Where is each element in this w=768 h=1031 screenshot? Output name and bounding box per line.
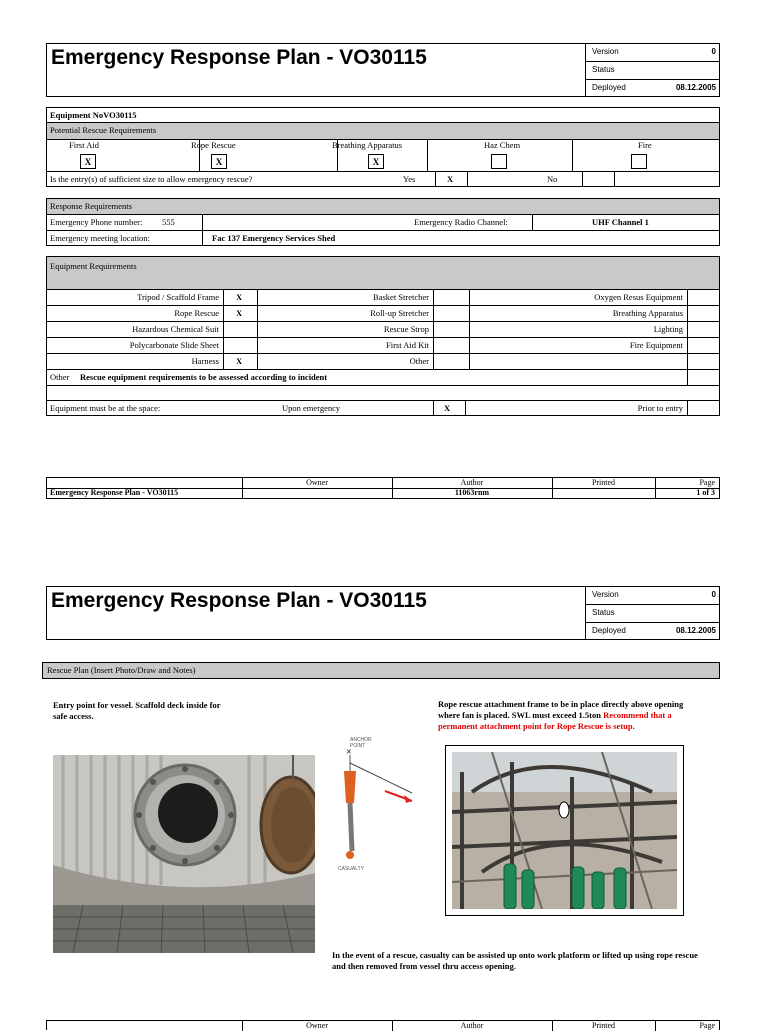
deployed-value: 08.12.2005 (675, 626, 716, 635)
equipment-requirements-section (46, 256, 720, 416)
equip-item-label: Basket Stretcher (373, 292, 429, 302)
yes-label: Yes (403, 174, 416, 184)
entry-point-note: Entry point for vessel. Scaffold deck inside for safe access. (53, 700, 221, 721)
phone-value: 555 (162, 217, 175, 227)
version-label: Version (592, 47, 619, 56)
rope-frame-photo (452, 752, 677, 909)
rescue-plan-header (42, 662, 720, 679)
page2-title: Emergency Response Plan - VO30115 (51, 589, 427, 612)
page1-meta-block (585, 43, 721, 97)
meeting-value: Fac 137 Emergency Services Shed (212, 233, 336, 243)
page1-footer (46, 477, 720, 499)
equip-item-label: First Aid Kit (386, 340, 429, 350)
rescue-plan-heading: Rescue Plan (Insert Photo/Draw and Notes) (47, 665, 196, 675)
casualty-label: CASUALTY (338, 866, 365, 872)
equipment-requirements-heading: Equipment Requirements (50, 261, 137, 271)
page1-title: Emergency Response Plan - VO30115 (51, 46, 427, 69)
at-space-label: Equipment must be at the space: (50, 403, 161, 413)
status-label: Status (592, 65, 615, 74)
equip-item-value[interactable]: X (236, 292, 243, 302)
version-value: 0 (711, 47, 716, 56)
deployed-row (586, 622, 720, 640)
version-row (586, 43, 720, 62)
response-section (46, 198, 720, 246)
equip-item-label: Other (409, 356, 429, 366)
footer-owner-label: Owner (306, 1021, 328, 1030)
footer-page-label: Page (699, 478, 715, 487)
status-label: Status (592, 608, 615, 617)
footer-author-label: Author (460, 1021, 484, 1030)
radio-label: Emergency Radio Channel: (414, 217, 508, 227)
other-value: Rescue equipment requirements to be assessed according to incident (80, 372, 328, 382)
footer-page-value: 1 of 3 (696, 488, 715, 497)
equipment-number: Equipment NoVO30115 (50, 110, 137, 120)
version-value: 0 (711, 590, 716, 599)
response-header (47, 199, 719, 215)
footer-author-label: Author (460, 478, 484, 487)
equip-item-label: Lighting (653, 324, 683, 334)
haz-chem-checkbox[interactable] (491, 154, 507, 169)
upon-emergency-label: Upon emergency (282, 403, 341, 413)
footer-printed-label: Printed (591, 1021, 616, 1030)
potential-rescue-header (47, 122, 719, 140)
equip-item-value[interactable]: X (236, 308, 243, 318)
prior-entry-label: Prior to entry (637, 403, 683, 413)
rope-rescue-label: Rope Rescue (191, 140, 236, 150)
footer-doc-name: Emergency Response Plan - VO30115 (50, 488, 179, 497)
rope-rescue-recommendation: Recommend that a permanent attachment point for Rope Rescue is setup. (438, 710, 672, 731)
entry-size-question: Is the entry(s) of sufficient size to allow emergency rescue? (50, 174, 253, 184)
equip-item-label: Tripod / Scaffold Frame (137, 292, 219, 302)
equip-item-label: Rope Rescue (174, 308, 219, 318)
rope-rescue-note (438, 699, 688, 732)
response-heading: Response Requirements (50, 201, 132, 211)
footer-page-label: Page (699, 1021, 715, 1030)
status-row (586, 61, 720, 80)
potential-rescue-heading: Potential Rescue Requirements (50, 125, 157, 135)
page1-header (46, 43, 720, 97)
fire-checkbox[interactable] (631, 154, 647, 169)
fire-label: Fire (638, 140, 652, 150)
other-label: Other (50, 372, 70, 382)
phone-label: Emergency Phone number: (50, 217, 143, 227)
deployed-label: Deployed (592, 83, 626, 92)
rope-rescue-note-text: Rope rescue attachment frame to be in place directly above opening where fan is placed. SWL must exceed 1.5ton (438, 699, 684, 720)
vessel-entry-photo (53, 755, 315, 953)
first-aid-label: First Aid (69, 140, 99, 150)
equipment-requirements-header (47, 257, 719, 290)
rope-rescue-checkbox[interactable]: X (211, 154, 227, 169)
version-label: Version (592, 590, 619, 599)
equip-item-label: Rescue Strop (383, 324, 429, 334)
page2-meta-block (585, 586, 721, 640)
haz-chem-label: Haz Chem (484, 140, 521, 150)
deployed-label: Deployed (592, 626, 626, 635)
rope-frame-photo-frame (445, 745, 684, 916)
radio-value: UHF Channel 1 (592, 217, 649, 227)
rescue-event-note: In the event of a rescue, casualty can be assisted up onto work platform or lifted up using rope rescue and then removed from vessel thru access opening. (332, 950, 698, 971)
no-label: No (547, 174, 558, 184)
deployed-row (586, 79, 720, 97)
meeting-label: Emergency meeting location: (50, 233, 150, 243)
equip-item-label: Roll-up Stretcher (370, 308, 429, 318)
first-aid-checkbox[interactable]: X (80, 154, 96, 169)
page2-footer (46, 1020, 720, 1030)
anchor-point-label: ANCHOR (350, 737, 372, 743)
breathing-apparatus-checkbox[interactable]: X (368, 154, 384, 169)
breathing-apparatus-label: Breathing Apparatus (332, 140, 403, 150)
equip-item-label: Breathing Apparatus (612, 308, 683, 318)
equip-item-label: Polycarbonate Slide Sheet (129, 340, 219, 350)
svg-text:×: × (346, 747, 352, 758)
svg-text:POINT: POINT (350, 743, 366, 749)
equip-item-label: Harness (191, 356, 219, 366)
equip-item-label: Fire Equipment (629, 340, 683, 350)
footer-owner-label: Owner (306, 478, 328, 487)
deployed-value: 08.12.2005 (675, 83, 716, 92)
footer-printed-label: Printed (591, 478, 616, 487)
footer-author-value: 11063rnm (454, 488, 490, 497)
upon-emergency-value[interactable]: X (444, 403, 451, 413)
equip-item-label: Oxygen Resus Equipment (594, 292, 683, 302)
equip-item-label: Hazardous Chemical Suit (132, 324, 219, 334)
page2-header (46, 586, 720, 640)
rope-rescue-diagram (330, 733, 432, 873)
status-row (586, 604, 720, 623)
yes-value[interactable]: X (447, 174, 454, 184)
equip-item-value[interactable]: X (236, 356, 243, 366)
version-row (586, 586, 720, 605)
potential-rescue-section (46, 107, 720, 187)
